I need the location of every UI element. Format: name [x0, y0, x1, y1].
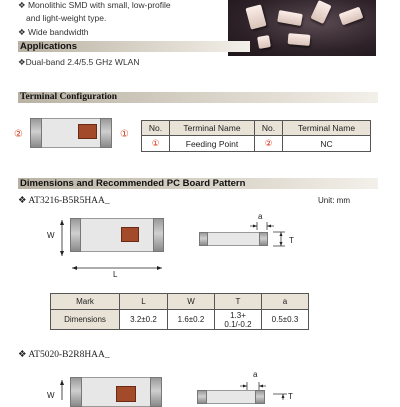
terminal-table-header: Terminal Name	[283, 121, 371, 136]
component-top-view-left-end	[70, 218, 81, 252]
unit-label: Unit: mm	[318, 196, 350, 205]
component-side-view-2-right-end	[255, 390, 265, 404]
chip-image	[339, 7, 364, 26]
component-top-view-body	[70, 218, 164, 252]
chip-image	[288, 33, 311, 46]
component-top-view-2-right-end	[150, 377, 162, 407]
feature-line-1: ❖ Monolithic SMD with small, low-profile	[18, 0, 171, 10]
dimensions-table-cell: 1.6±0.2	[168, 310, 215, 330]
part-number-2: ❖ AT5020-B2R8HAA_	[18, 350, 110, 360]
dimension-w-label: W	[47, 231, 55, 240]
dimension-a-label: a	[258, 212, 263, 221]
dimensions-table	[50, 293, 309, 330]
dimensions-table-cell-t	[215, 310, 262, 330]
component-top-view-right-end	[153, 218, 164, 252]
chip-image	[277, 10, 303, 26]
component-side-view-right-end	[259, 232, 268, 246]
dimensions-header: Dimensions and Recommended PC Board Pattern	[18, 178, 378, 189]
dimensions-table-header: W	[168, 294, 215, 310]
dimensions-t-line1: 1.3+	[230, 310, 246, 320]
applications-header: Applications	[18, 41, 250, 52]
product-photo	[228, 0, 376, 56]
terminal-diagram-right-end	[100, 118, 112, 148]
dimensions-table-header: a	[262, 294, 309, 310]
dimension-w-label-2: W	[47, 391, 55, 400]
dimensions-table-cell: 3.2±0.2	[120, 310, 168, 330]
component-side-view-left-end	[199, 232, 208, 246]
component-top-view-pad	[121, 227, 139, 242]
terminal-table-cell: ①	[142, 136, 170, 152]
terminal-table-cell: NC	[283, 136, 371, 152]
dimensions-table-row-label: Dimensions	[51, 310, 120, 330]
terminal-table-cell: Feeding Point	[170, 136, 255, 152]
component-top-view-2-left-end	[70, 377, 82, 407]
terminal-table-header: No.	[142, 121, 170, 136]
terminal-table	[141, 120, 371, 152]
chip-image	[245, 4, 266, 29]
dimensions-t-line2: 0.1/-0.2	[224, 319, 252, 329]
terminal-1-label: ①	[120, 129, 129, 140]
feature-line-3: ❖ Wide bandwidth	[18, 27, 89, 37]
terminal-config-header: Terminal Configuration	[18, 92, 378, 103]
dimension-t-label: T	[289, 236, 294, 245]
terminal-diagram-left-end	[30, 118, 42, 148]
terminal-table-cell: ②	[255, 136, 283, 152]
dimensions-table-cell: 0.5±0.3	[262, 310, 309, 330]
terminal-2-label: ②	[14, 129, 23, 140]
component-side-view-body	[199, 232, 268, 246]
terminal-table-header: Terminal Name	[170, 121, 255, 136]
dimensions-table-header: L	[120, 294, 168, 310]
component-side-view-2-left-end	[197, 390, 207, 404]
chip-image	[310, 0, 331, 24]
applications-item: ❖Dual-band 2.4/5.5 GHz WLAN	[18, 57, 140, 67]
feature-line-2: and light-weight type.	[26, 13, 107, 23]
dimensions-table-header: T	[215, 294, 262, 310]
chip-image	[257, 35, 271, 49]
dimension-a-label-2: a	[253, 370, 258, 379]
terminal-table-header: No.	[255, 121, 283, 136]
dimension-t-label-2: T	[288, 392, 293, 401]
dimensions-table-header: Mark	[51, 294, 120, 310]
terminal-diagram-feed-pad	[78, 124, 97, 139]
part-number-1: ❖ AT3216-B5R5HAA_	[18, 196, 110, 206]
dimension-l-label: L	[113, 270, 118, 279]
